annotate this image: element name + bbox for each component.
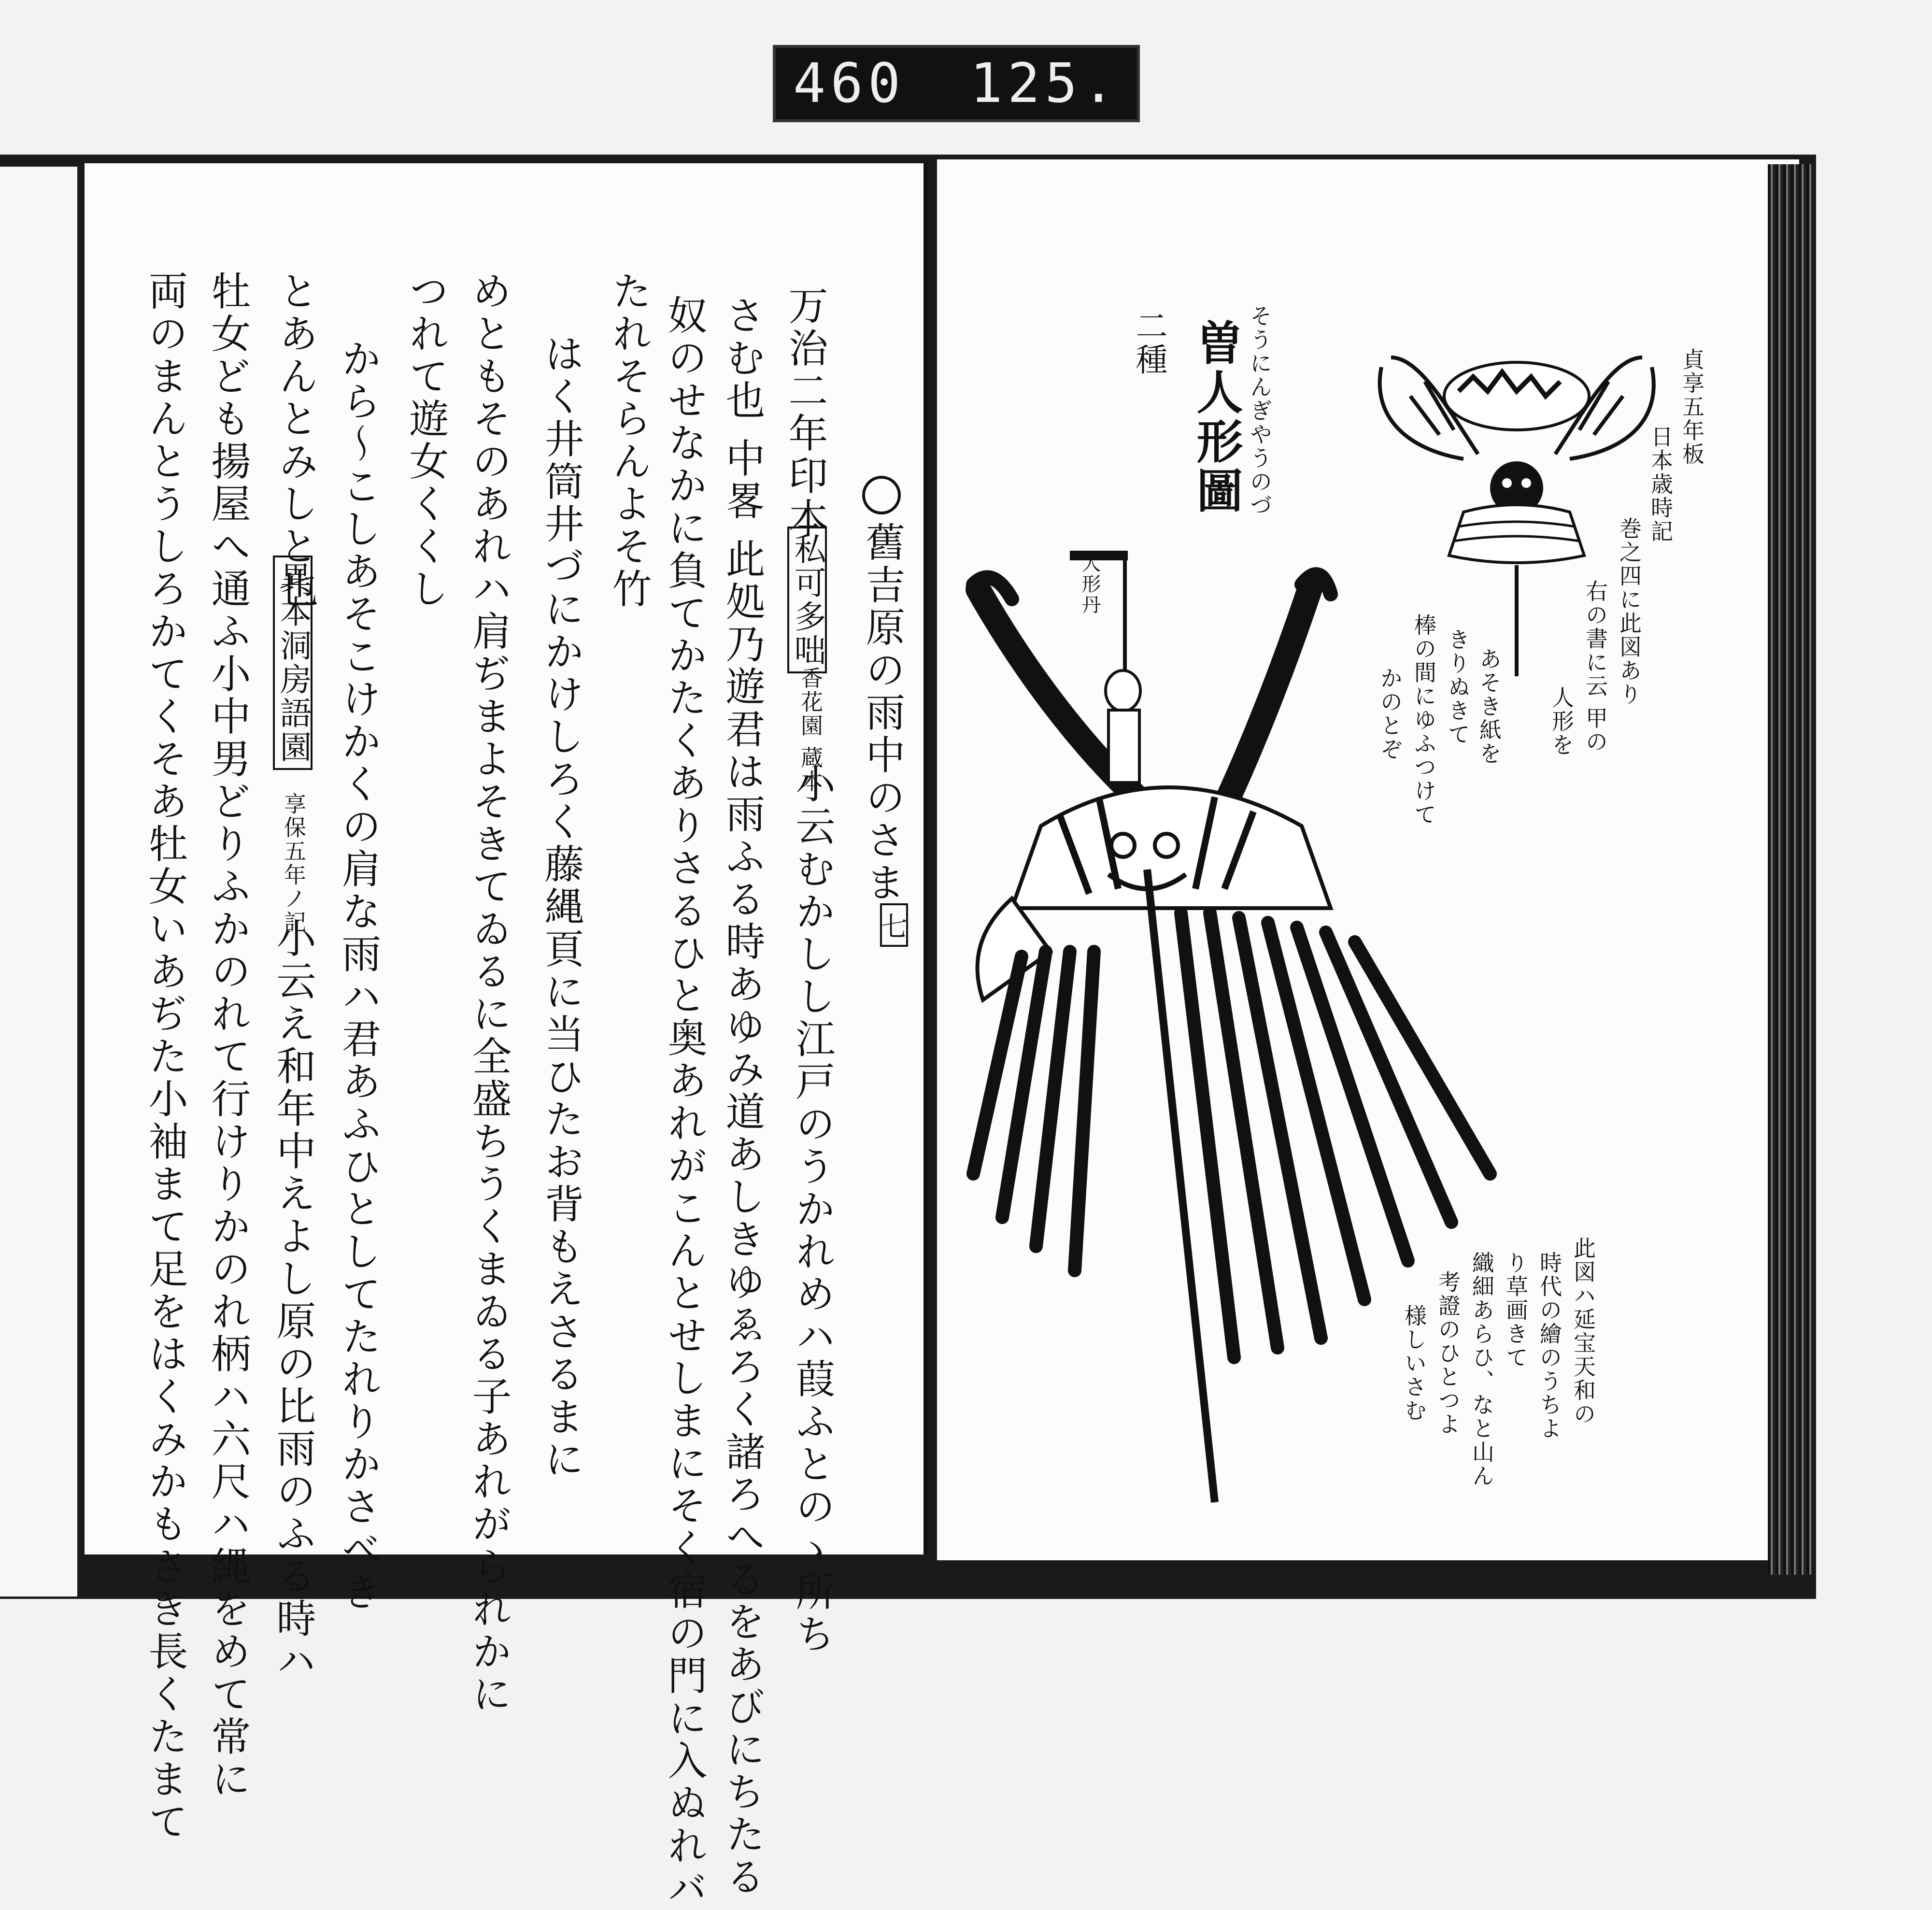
source1-title: 万治二年印本 [782,285,828,540]
source1-note: 香花園 蔵本 [797,667,824,794]
source2-text: 小云え和年中えよし原の比雨のふる時ハ [270,918,316,1683]
source2-lead: とあんとみしと也 [272,271,318,611]
bottom-caption-1: 此図ハ延宝天和の [1570,1237,1596,1426]
source2-boxed-title: 異本洞房語園 [273,556,313,770]
body-column-4: はく井筒井づにかけしろく藤縄頁に当ひたお背もえさるまに [538,333,584,1481]
body-column-10: 両のまんとうしろかてくそあ牡女いあぢた小袖まて足をはくみかもさき長くたまて [142,271,188,1843]
illustration-subtitle: 二種 [1130,309,1167,377]
body-column-6: つれて遊女くくし [403,271,449,611]
bottom-caption-4: 織細あらひ、なと山ん [1469,1251,1495,1488]
archive-number-plate [773,45,1140,122]
emblem-caption-2: 日本歳時記 [1648,425,1674,543]
body-column-7: から～こしあそこけかくの肩な雨ハ君あふひとしてたれりかさべき [335,338,381,1613]
body-column-2: 奴のせなかに負てかたくありさるひと奥あれがこんとせしまにそく宿の門に入ぬれバ [661,295,707,1910]
body-column-5: めともそのあれハ肩ぢまよそきてゐるに全盛ちうくまゐる子あれがられかに [466,271,511,1716]
emblem-caption-5: 人形を [1548,686,1575,757]
emblem-caption-3: 巻之四に此図あり [1616,517,1642,706]
body-column-3: たれそらんよそ竹 [606,271,652,611]
emblem-caption-9: かのとぞ [1377,667,1403,761]
bottom-caption-5: 考證のひとつよ [1435,1270,1461,1436]
section-circle-mark [862,476,901,514]
section-heading: 舊吉原の雨中のさま [859,522,905,904]
bottom-caption-3: り草画きて [1503,1251,1529,1369]
source1-boxed-title: 私可多咄 [787,527,827,673]
source1-first-line: 小云むかしし江戸のうかれめハ葭ふとのゝ所ち [789,763,835,1656]
archive-number-left: 460 [793,52,906,115]
book-fore-edge [1768,164,1811,1575]
source2-note: 享保五年ノ記 [281,792,307,934]
archive-number-right: 125. [970,52,1120,115]
illustration-title: 曽人形圖 [1189,319,1244,516]
body-column-9: 牡女ども揚屋へ通ふ小中男どりふかのれて行けりかのれ柄ハ六尺ハ縄をめて常に [205,271,251,1801]
emblem-caption-4: 右の書に云 甲の [1582,580,1608,754]
doll-flag-label: 人形丹 [1079,553,1101,615]
emblem-caption-1: 貞享五年板 [1679,348,1705,466]
emblem-caption-6: あそき紙を [1476,647,1502,766]
bottom-caption-2: 時代の繪のうちよ [1536,1251,1563,1440]
bottom-caption-6: 様しいさむ [1401,1304,1427,1423]
previous-page-edge [0,167,77,1596]
body-column-1: さむ也 中畧 此処乃遊君は雨ふる時あゆみ道あしきゆゑろく諸ろへるをあびにちたる [719,295,765,1899]
illustration-title-ruby: そうにんぎやうのづ [1247,304,1273,517]
emblem-caption-8: 棒の間にゆふつけて [1411,613,1437,827]
emblem-caption-7: きりぬきて [1445,628,1471,746]
page-number: 七 [880,903,908,947]
